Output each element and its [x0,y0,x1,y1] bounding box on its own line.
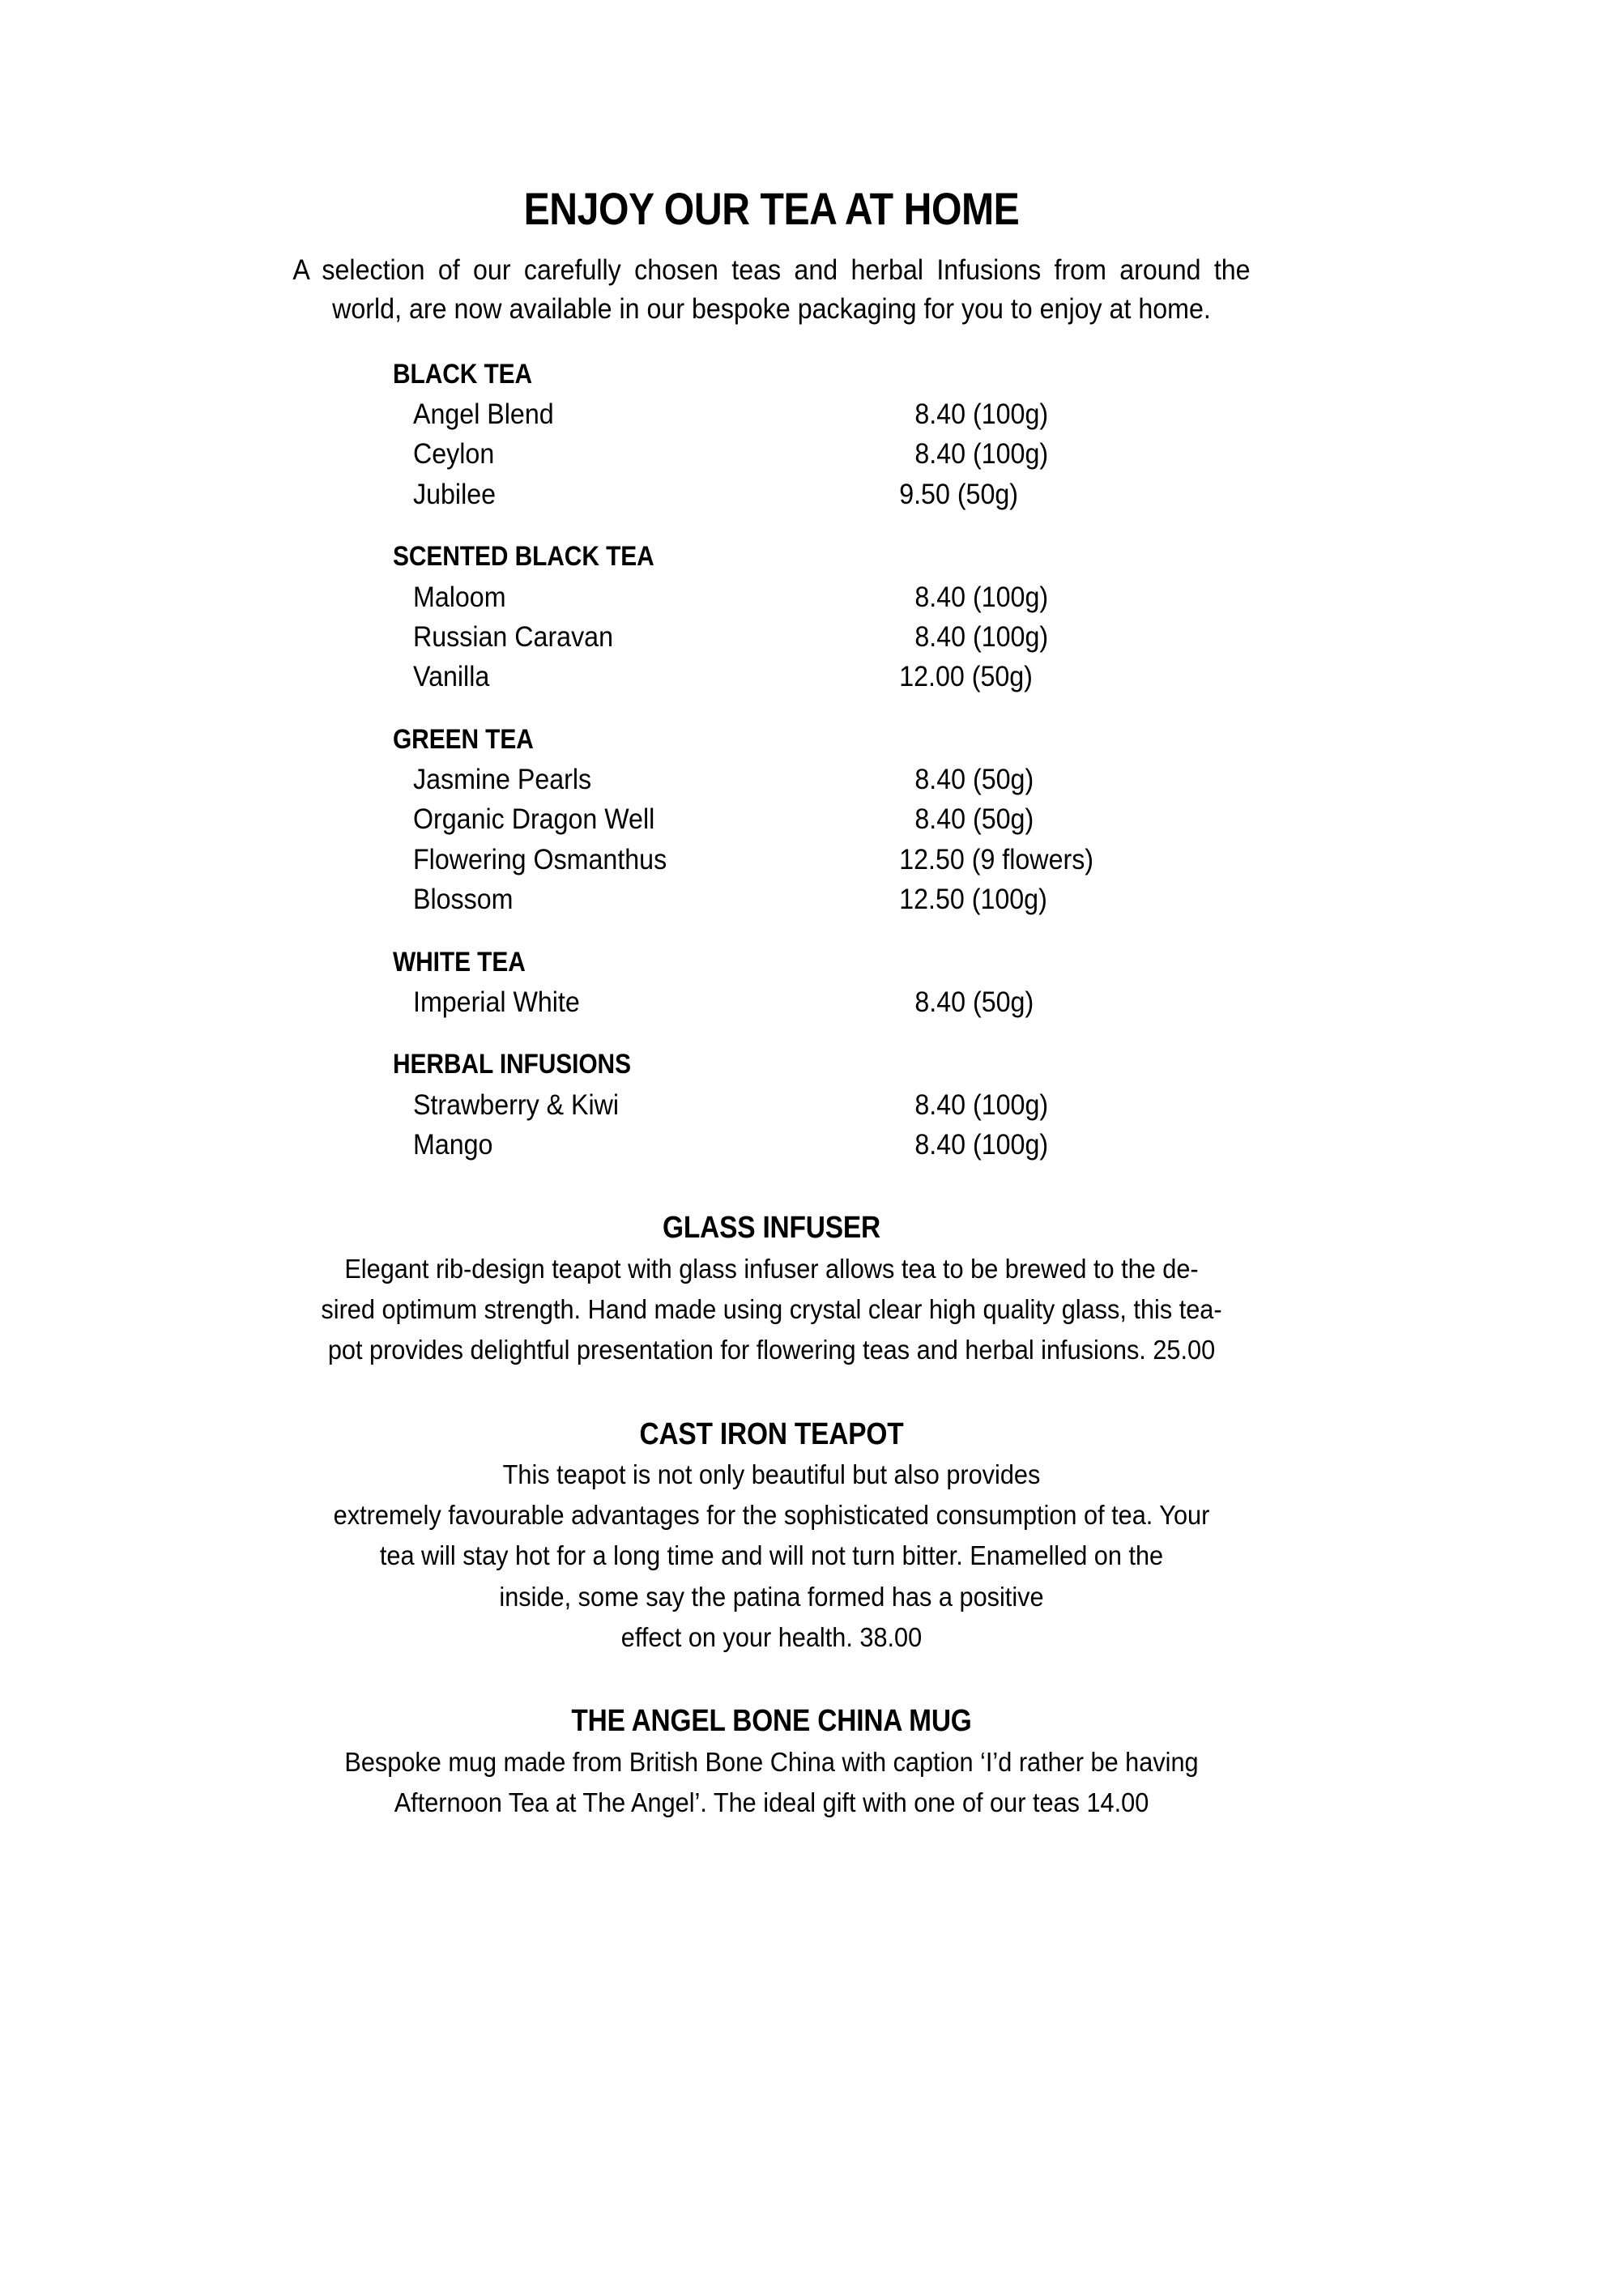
menu-item-row [393,1085,1292,1125]
product-description-line: This teapot is not only beautiful but also provides [502,1459,1041,1490]
menu-item-name: Jasmine Pearls [413,764,592,796]
menu-item-row [393,880,1292,919]
section-heading: BLACK TEA [393,358,533,390]
menu-item-price: 8.40 (100g) [914,620,1049,653]
menu-item-price: 8.40 (50g) [914,764,1034,796]
menu-item-row [393,799,1292,839]
product-description-line: pot provides delightful presentation for flowering teas and herbal infusions. 25.00 [327,1335,1216,1365]
product-block [251,1658,1292,1823]
menu-item-price: 8.40 (100g) [914,1129,1049,1161]
product-description-line: extremely favourable advantages for the sophisticated consumption of tea. Your [333,1500,1210,1531]
menu-item-price: 8.40 (100g) [914,581,1049,613]
product-list [251,1165,1292,1822]
product-title: GLASS INFUSER [663,1211,880,1246]
product-description-line: Bespoke mug made from British Bone China with caption ‘I’d rather be having [344,1746,1199,1777]
menu-item-name: Vanilla [413,661,490,693]
menu-item-price: 8.40 (100g) [914,1088,1049,1121]
menu-item-name: Russian Caravan [413,620,613,653]
menu-section [393,946,1292,1023]
menu-item-row [393,760,1292,799]
menu-section [393,1048,1292,1165]
menu-item-price: 12.50 (100g) [899,884,1047,916]
product-block [251,1371,1292,1658]
menu-item-name: Organic Dragon Well [413,803,655,836]
product-description [288,1455,1255,1658]
product-description-line: tea will stay hot for a long time and will not turn bitter. Enamelled on the [379,1540,1164,1571]
menu-item-row [393,434,1292,474]
menu-item-name: Imperial White [413,986,580,1018]
menu-section [393,358,1292,515]
menu-item-price: 8.40 (50g) [914,986,1034,1018]
menu-item-price: 8.40 (100g) [914,398,1049,431]
menu-item-row [393,982,1292,1022]
menu-item-name: Strawberry & Kiwi [413,1088,620,1121]
menu-item-name: Jubilee [413,478,497,510]
menu-item-row [393,577,1292,617]
menu-item-row [393,617,1292,657]
product-title: CAST IRON TEAPOT [639,1416,904,1451]
menu-item-price: 9.50 (50g) [899,478,1018,510]
menu-item-name: Flowering Osmanthus [413,843,667,875]
section-heading: GREEN TEA [393,723,534,755]
menu-item-price: 12.50 (9 flowers) [899,843,1094,875]
menu-item-name: Blossom [413,884,514,916]
menu-item-price: 8.40 (50g) [914,803,1034,836]
product-description [288,1249,1255,1370]
menu-item-name: Ceylon [413,438,495,471]
menu-item-name: Maloom [413,581,506,613]
section-heading: HERBAL INFUSIONS [393,1049,631,1080]
product-description-line: inside, some say the patina formed has a positive [499,1581,1044,1612]
product-title: THE ANGEL BONE CHINA MUG [571,1703,972,1738]
menu-item-row [393,1125,1292,1165]
menu-item-row [393,840,1292,880]
product-description-line: Afternoon Tea at The Angel’. The ideal gift with one of our teas 14.00 [394,1787,1149,1817]
product-description [288,1742,1255,1823]
page-title: ENJOY OUR TEA AT HOME [523,183,1020,234]
content-column [251,0,1292,1823]
section-heading: SCENTED BLACK TEA [393,541,654,573]
product-description-line: Elegant rib-design teapot with glass infuser allows tea to be brewed to the de- [344,1254,1199,1284]
menu-item-price: 12.00 (50g) [899,661,1033,693]
intro-paragraph: A selection of our carefully chosen teas and herbal Infusions from around the world, are now available in our bespoke packaging for you to enjoy at home. [292,254,1251,326]
section-heading: WHITE TEA [393,946,526,978]
menu-section [393,540,1292,697]
menu-item-row [393,394,1292,434]
menu-item-name: Mango [413,1129,493,1161]
menu-item-row [393,475,1292,514]
menu-item-name: Angel Blend [413,398,554,431]
product-block [251,1165,1292,1370]
product-description-line: effect on your health. 38.00 [620,1621,923,1652]
menu-section [393,723,1292,920]
menu-item-price: 8.40 (100g) [914,438,1049,471]
product-description-line: sired optimum strength. Hand made using crystal clear high quality glass, this tea- [321,1294,1222,1325]
menu-item-row [393,657,1292,696]
tea-menu [251,329,1292,1165]
